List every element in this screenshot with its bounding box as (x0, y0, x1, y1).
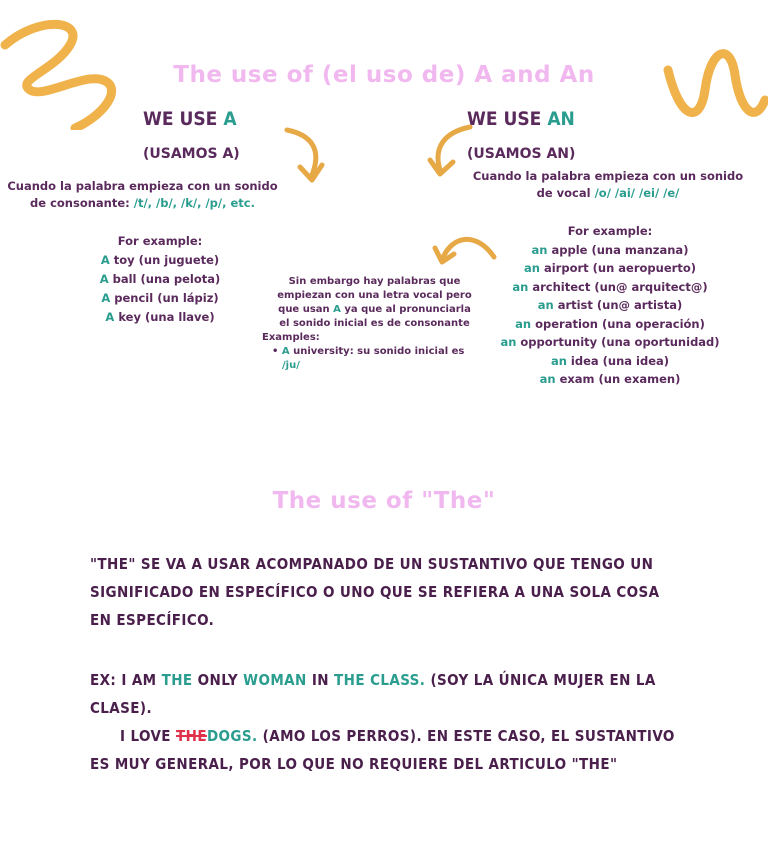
article: an (515, 316, 532, 331)
exception-line1: Sin embargo hay palabras que (288, 276, 461, 287)
example-text: architect (un@ arquitect@) (532, 279, 708, 294)
left-subheading: (USAMOS A) (143, 146, 240, 162)
right-heading-prefix: WE USE (467, 108, 542, 130)
article: an (550, 353, 567, 368)
list-item (480, 352, 740, 371)
arrow-curve-left (282, 125, 332, 185)
example-text: apple (una manzana) (551, 242, 689, 257)
list-item (480, 259, 740, 278)
the-p1-line3: EN ESPECÍFICO. (90, 611, 215, 629)
ex-woman: WOMAN (243, 671, 307, 689)
love-struck-the: THE (176, 727, 207, 745)
ex-in: IN (311, 671, 329, 689)
page-title-a-an: The use of (el uso de) A and An (173, 62, 595, 88)
article: an (524, 261, 540, 275)
list-item (480, 370, 740, 389)
right-rule-sounds: /o/ /ai/ /ei/ /e/ (594, 186, 680, 200)
left-rule-line1: Cuando la palabra empieza con un sonido (7, 179, 278, 193)
left-rule-line2 (0, 195, 285, 212)
list-item (480, 241, 740, 260)
example-text: opportunity (una oportunidad) (520, 335, 720, 349)
right-examples (480, 222, 740, 389)
the-explanation (90, 550, 710, 634)
example-text: ball (una pelota) (112, 272, 221, 286)
article: an (531, 242, 548, 257)
ex-translation: (SOY LA ÚNICA MUJER EN LA (430, 671, 656, 689)
example-text: key (una llave) (118, 310, 215, 324)
the-example-line1 (90, 666, 710, 694)
the-example-line2: CLASE). (90, 699, 152, 717)
left-rule-sounds: /t/, /b/, /k/, /p/, etc. (133, 196, 255, 210)
example-text: operation (una operación) (535, 316, 705, 331)
page-title-the: The use of "The" (272, 488, 496, 514)
left-examples-label: For example: (117, 234, 203, 248)
exception-line3-prefix: que usan (278, 304, 330, 315)
ex-the: THE (161, 671, 193, 689)
article: A (101, 291, 111, 305)
left-rule (0, 178, 285, 212)
example-text: airport (un aeropuerto) (543, 261, 696, 275)
right-rule-prefix: de vocal (536, 186, 591, 200)
exception-line4: el sonido inicial es de consonante (279, 318, 470, 329)
exception-examples-label: Examples: (262, 332, 320, 343)
left-heading-letter: A (223, 108, 237, 130)
article: an (512, 279, 529, 294)
list-item (60, 270, 260, 289)
exception-note (262, 275, 487, 373)
the-example-line4: ES MUY GENERAL, POR LO QUE NO REQUIERE DEL ARTICULO "THE" (90, 755, 618, 773)
the-example (90, 666, 710, 778)
ex-class: CLASS. (370, 671, 426, 689)
left-examples (60, 232, 260, 327)
ex-the-2: THE (334, 671, 365, 689)
article: an (500, 335, 517, 349)
list-item (60, 308, 260, 327)
example-text: pencil (un lápiz) (114, 291, 219, 305)
left-heading (143, 108, 237, 130)
right-rule-line2 (448, 185, 768, 202)
list-item (480, 333, 740, 352)
right-heading-letter: AN (547, 108, 575, 130)
article: A (99, 272, 109, 286)
list-item (480, 315, 740, 334)
the-example-line3 (90, 722, 710, 750)
exception-bullet-a: A (281, 346, 290, 357)
exception-bullet (262, 345, 487, 359)
the-p1-line1: "THE" SE VA A USAR ACOMPANADO DE UN SUSTANTIVO QUE TENGO UN (90, 555, 654, 573)
right-subheading: (USAMOS AN) (467, 146, 576, 162)
right-rule (448, 168, 768, 202)
article: A (100, 253, 110, 267)
exception-line3-a: A (333, 304, 341, 315)
ex-prefix: EX: I AM (90, 671, 157, 689)
list-item (480, 296, 740, 315)
ex-only: ONLY (197, 671, 239, 689)
list-item (60, 251, 260, 270)
article: an (537, 298, 554, 312)
love-dogs: DOGS. (206, 727, 258, 745)
exception-bullet-text: university: su sonido inicial es (293, 346, 465, 357)
bullet-dot: • (272, 346, 279, 357)
exception-line2: empiezan con una letra vocal pero (277, 290, 472, 301)
example-text: exam (un examen) (559, 372, 681, 386)
love-prefix: I LOVE (120, 727, 171, 745)
left-rule-prefix: de consonante: (30, 196, 130, 210)
love-rest: (AMO LOS PERROS). EN ESTE CASO, EL SUSTANTIVO (262, 727, 675, 745)
right-heading (467, 108, 575, 130)
article: an (539, 372, 556, 386)
list-item (60, 289, 260, 308)
example-text: toy (un juguete) (113, 253, 220, 267)
article: A (105, 310, 115, 324)
left-heading-prefix: WE USE (143, 108, 218, 130)
example-text: artist (un@ artista) (557, 298, 683, 312)
the-p1-line2: SIGNIFICADO EN ESPECÍFICO O UNO QUE SE REFIERA A UNA SOLA COSA (90, 583, 660, 601)
exception-line3 (262, 303, 487, 317)
list-item (480, 278, 740, 297)
exception-bullet-sound: /ju/ (282, 360, 300, 371)
example-text: idea (una idea) (570, 353, 670, 368)
exception-line3-suffix: ya que al pronunciarla (344, 304, 471, 315)
right-rule-line1: Cuando la palabra empieza con un sonido (472, 169, 744, 183)
right-examples-label: For example: (567, 224, 653, 238)
